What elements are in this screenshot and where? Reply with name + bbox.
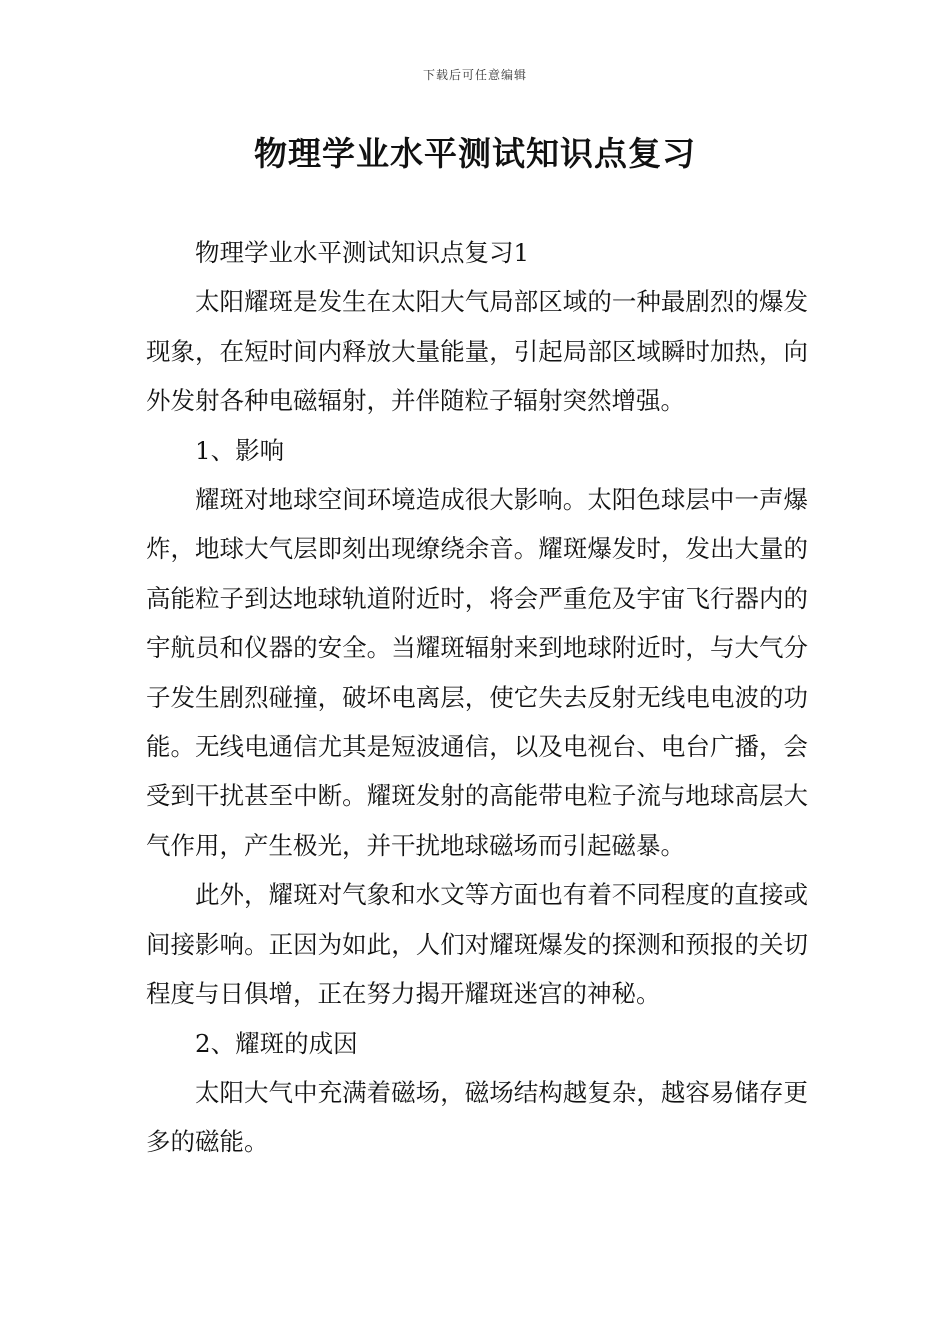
paragraph-other-effects: 此外，耀斑对气象和水文等方面也有着不同程度的直接或间接影响。正因为如此，人们对耀斑爆发的探测和预报的关切程度与日俱增，正在努力揭开耀斑迷宫的神秘。 — [146, 880, 808, 1009]
subheading-influence: 1、影响 — [195, 435, 285, 465]
document-body — [146, 228, 808, 1167]
document-title: 物理学业水平测试知识点复习 — [254, 134, 696, 173]
paragraph-flare-effects: 耀斑对地球空间环境造成很大影响。太阳色球层中一声爆炸，地球大气层即刻出现缭绕余音。耀斑爆发时，发出大量的高能粒子到达地球轨道附近时，将会严重危及宇宙飞行器内的宇航员和仪器的安全。当耀斑辐射来到地球附近时，与大气分子发生剧烈碰撞，破坏电离层，使它失去反射无线电电波的功能。无线电通信尤其是短波通信，以及电视台、电台广播，会受到干扰甚至中断。耀斑发射的高能带电粒子流与地球高层大气作用，产生极光，并干扰地球磁场而引起磁暴。 — [146, 485, 808, 860]
paragraph-flare-cause: 太阳大气中充满着磁场，磁场结构越复杂，越容易储存更多的磁能。 — [146, 1077, 808, 1157]
section-heading-1: 物理学业水平测试知识点复习1 — [195, 238, 530, 267]
paragraph-flare-definition: 太阳耀斑是发生在太阳大气局部区域的一种最剧烈的爆发现象，在短时间内释放大量能量，引起局部区域瞬时加热，向外发射各种电磁辐射，并伴随粒子辐射突然增强。 — [146, 287, 808, 416]
header-note: 下载后可任意编辑 — [422, 68, 527, 82]
subheading-flare-cause: 2、耀斑的成因 — [195, 1028, 358, 1058]
